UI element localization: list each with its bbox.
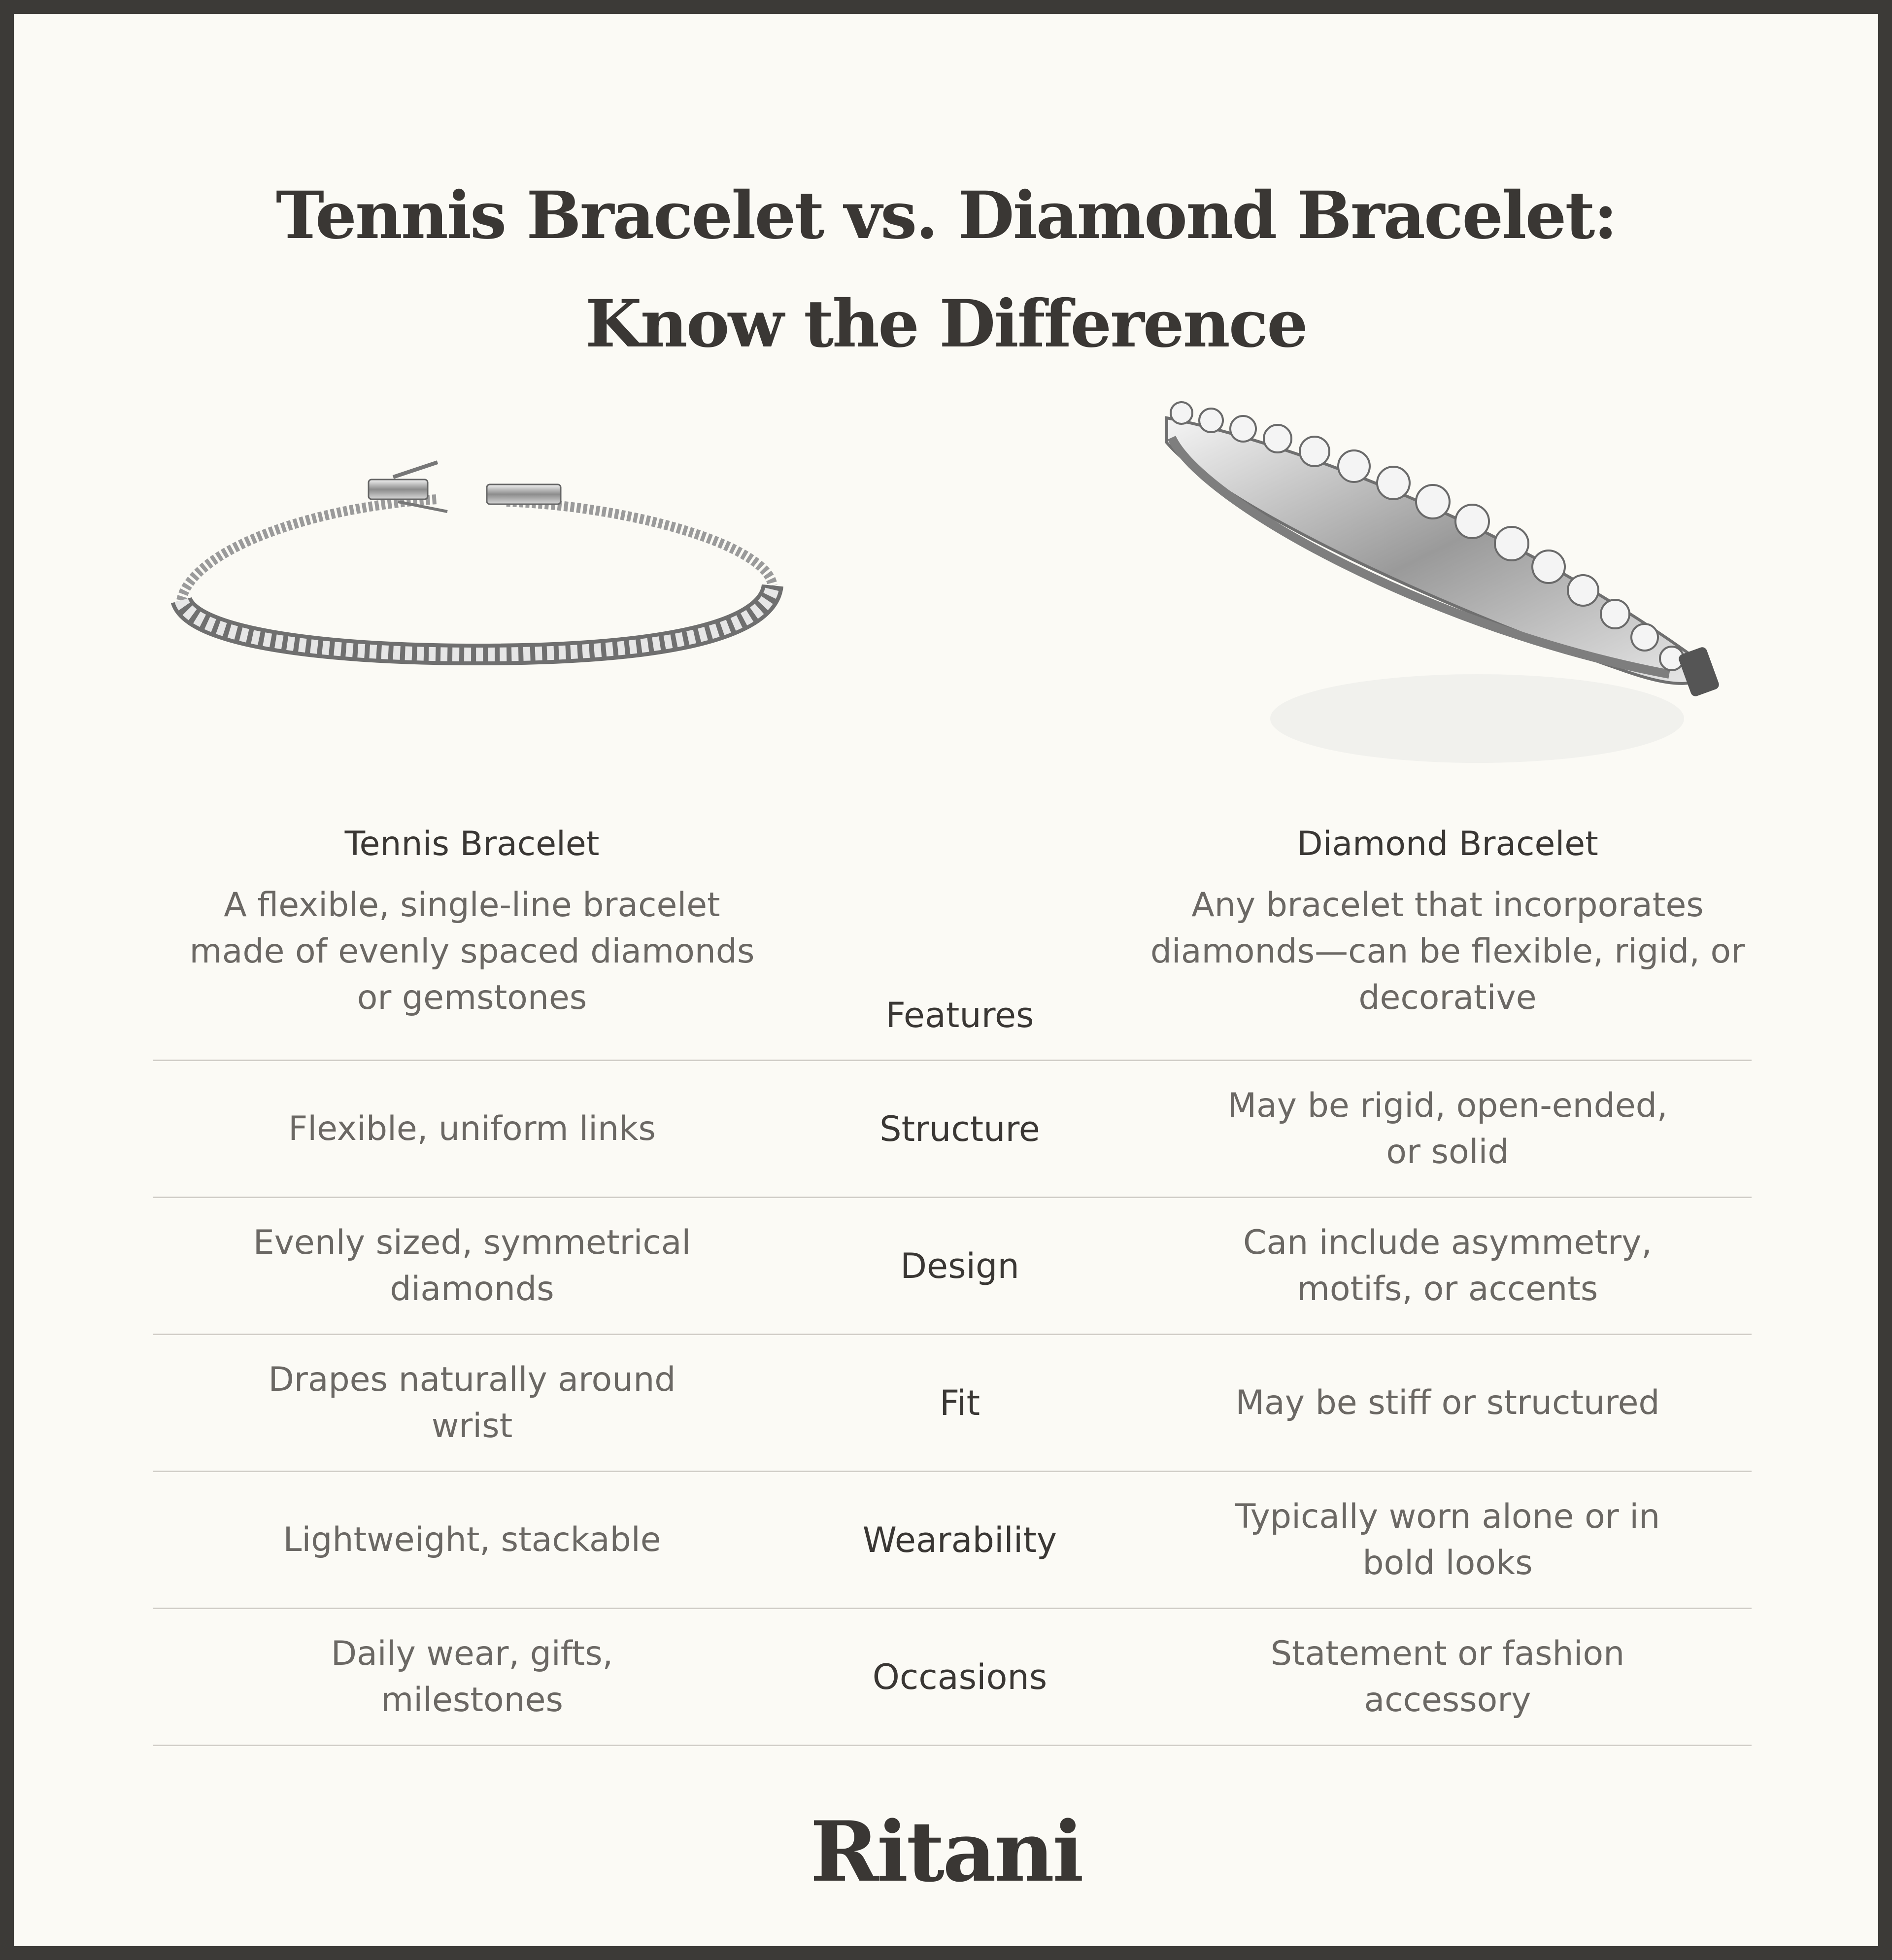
row-label: Occasions [872,1657,1047,1697]
tennis-bracelet-description [162,882,782,1021]
diamond-bracelet-heading: Diamond Bracelet [1297,825,1598,863]
table-divider [153,1745,1752,1746]
tennis-desc-line: or gemstones [357,978,587,1017]
table-row-fit [153,1335,1752,1471]
diamond-cell: Can include asymmetry, motifs, or accents [1243,1223,1652,1308]
tennis-cell: Daily wear, gifts, milestones [331,1634,613,1719]
page-title [14,162,1878,378]
diamond-cell: May be stiff or structured [1235,1383,1660,1422]
table-row-structure [153,1061,1752,1197]
infographic-frame [14,14,1878,1946]
tennis-bracelet-heading: Tennis Bracelet [344,825,600,863]
row-label: Fit [939,1383,980,1423]
title-line-1: Tennis Bracelet vs. Diamond Bracelet: [275,177,1617,254]
diamond-cell: Statement or fashion accessory [1270,1634,1625,1719]
row-label: Structure [879,1109,1040,1149]
tennis-bracelet-image [162,438,787,694]
tennis-cell: Evenly sized, symmetrical diamonds [253,1223,691,1308]
tennis-desc-line: made of evenly spaced diamonds [189,932,755,971]
diamond-cell: Typically worn alone or in bold looks [1235,1497,1660,1582]
tennis-cell: Flexible, uniform links [288,1109,656,1148]
diamond-desc-line: diamonds—can be flexible, rigid, or [1150,932,1745,971]
tennis-desc-line: A flexible, single-line bracelet [224,886,720,925]
brand-logo: Ritani [810,1803,1082,1900]
diamond-cell: May be rigid, open-ended, or solid [1227,1086,1668,1171]
table-row-wearability [153,1472,1752,1608]
tennis-cell: Lightweight, stackable [283,1520,661,1559]
table-row-occasions [153,1609,1752,1745]
tennis-cell: Drapes naturally around wrist [268,1360,676,1445]
title-line-2: Know the Difference [585,286,1307,362]
diamond-bracelet-image [1137,374,1738,842]
features-label: Features [885,995,1034,1035]
diamond-bracelet-description [1122,882,1773,1021]
row-label: Wearability [862,1520,1057,1560]
table-row-design [153,1198,1752,1334]
diamond-desc-line: Any bracelet that incorporates [1191,886,1704,925]
row-label: Design [900,1246,1019,1286]
diamond-desc-line: decorative [1358,978,1537,1017]
